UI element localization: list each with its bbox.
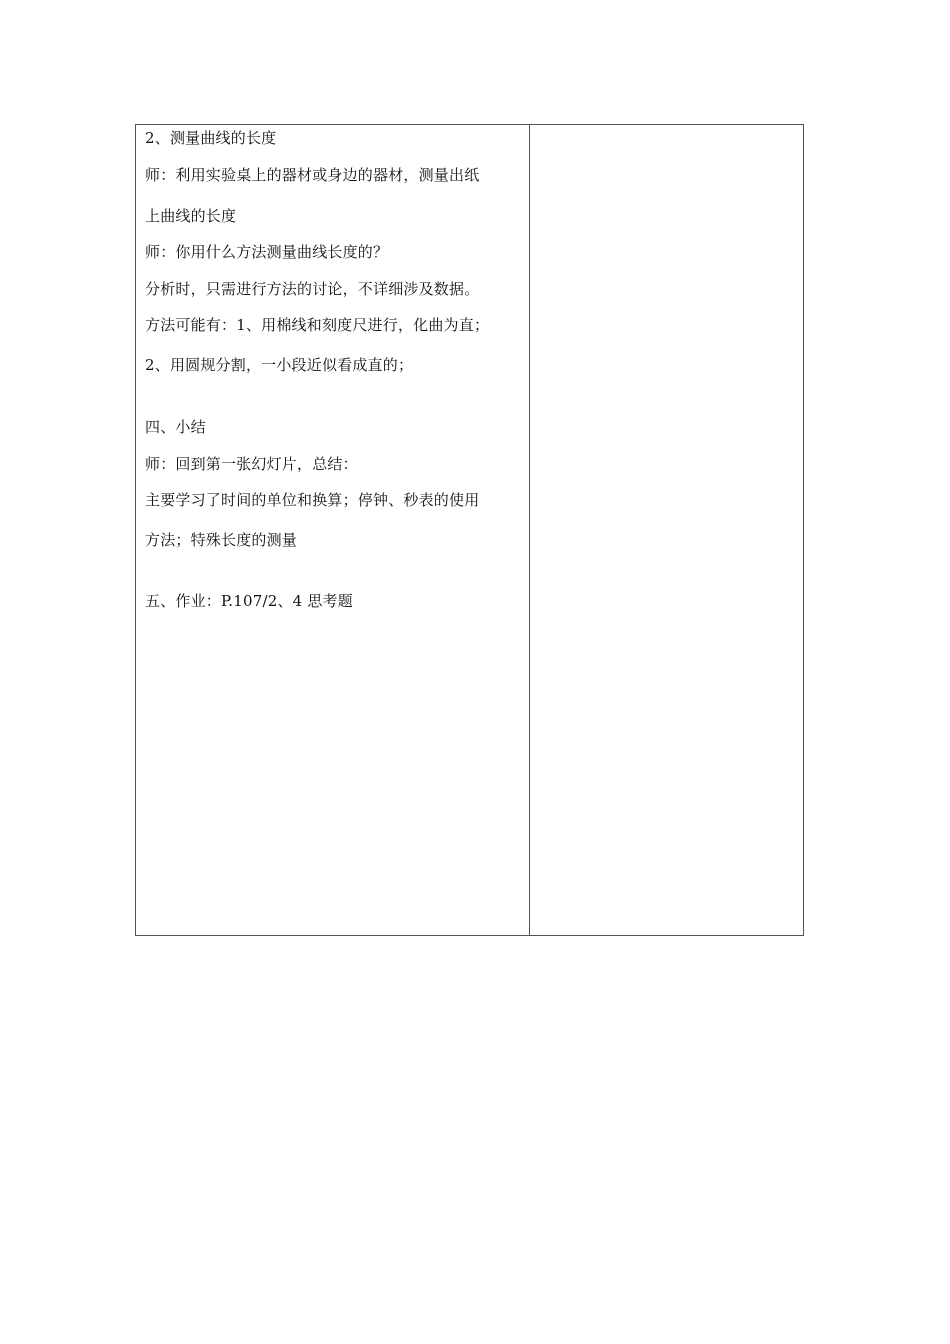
section-heading-homework: 五、作业：P.107/2、4 思考题 (145, 592, 353, 610)
text-line: 师：利用实验桌上的器材或身边的器材，测量出纸 (145, 166, 480, 184)
text-line: 方法；特殊长度的测量 (145, 531, 298, 549)
text-line: 分析时，只需进行方法的讨论，不详细涉及数据。 (145, 280, 480, 298)
text-line: 师：你用什么方法测量曲线长度的？ (145, 243, 389, 261)
text-line: 方法可能有：1、用棉线和刻度尺进行，化曲为直； (145, 316, 490, 334)
section-heading-measure-curve: 2、测量曲线的长度 (145, 129, 277, 147)
section-heading-summary: 四、小结 (145, 418, 206, 436)
text-line: 上曲线的长度 (145, 207, 237, 225)
text-line: 师：回到第一张幻灯片，总结： (145, 455, 358, 473)
text-line: 2、用圆规分割，一小段近似看成直的； (145, 356, 414, 374)
text-line: 主要学习了时间的单位和换算；停钟、秒表的使用 (145, 491, 480, 509)
column-divider (529, 124, 530, 936)
